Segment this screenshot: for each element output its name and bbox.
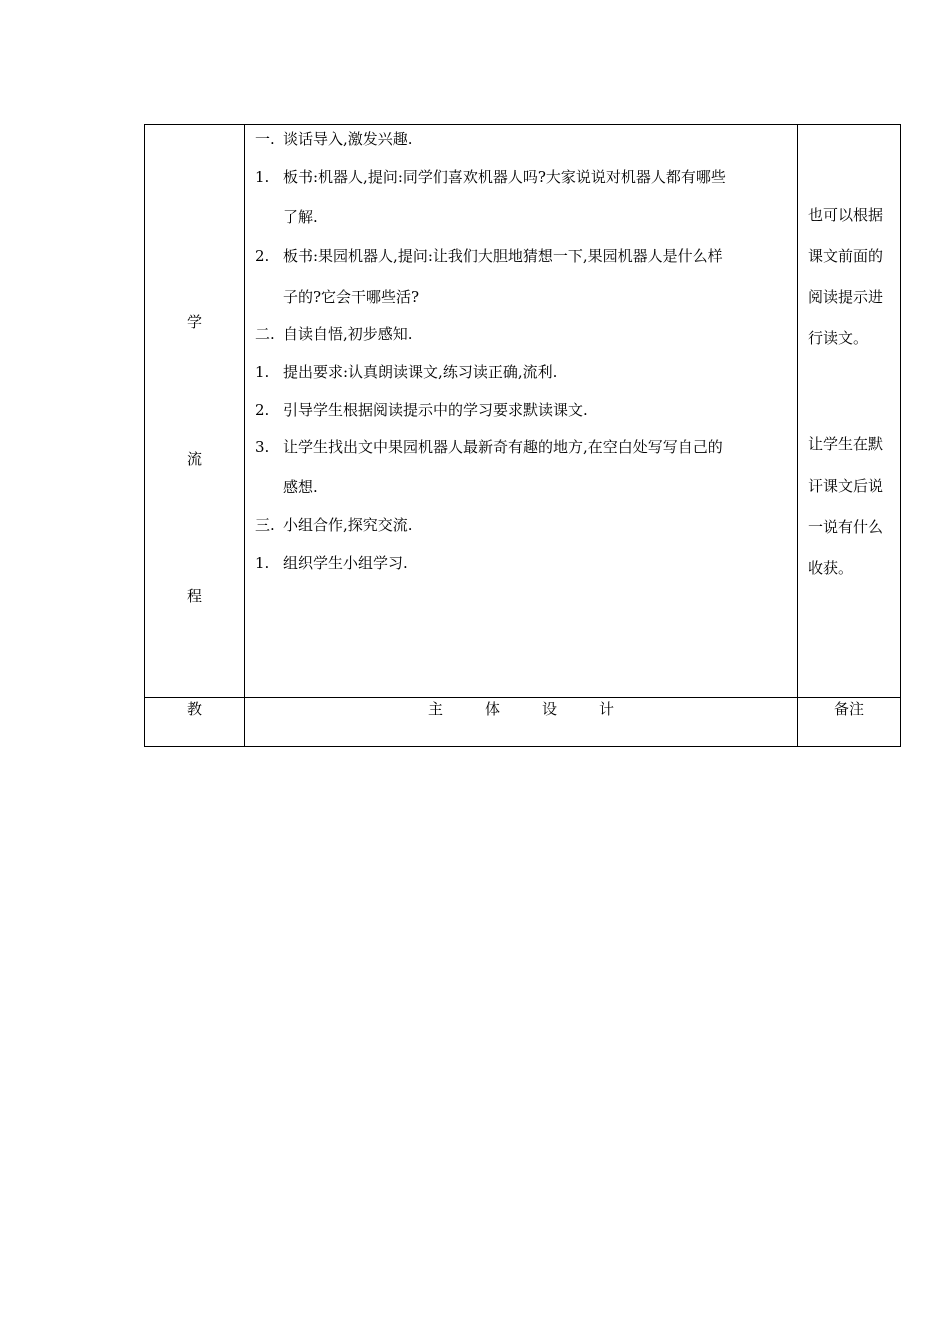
note-line: 课文前面的: [808, 247, 884, 265]
content-line: 子的?它会干哪些活?: [283, 288, 420, 306]
content-line: 1. 组织学生小组学习.: [255, 554, 408, 572]
content-line: 三. 小组合作,探究交流.: [255, 516, 413, 534]
content-line: 二. 自读自悟,初步感知.: [255, 325, 413, 343]
content-line: 2. 引导学生根据阅读提示中的学习要求默读课文.: [255, 401, 588, 419]
process-label-cell: [145, 125, 245, 698]
header-char: 设: [542, 700, 558, 718]
main-design-header-cell: [245, 698, 798, 747]
header-char: 计: [599, 700, 615, 718]
content-line: 1. 提出要求:认真朗读课文,练习读正确,流利.: [255, 363, 558, 381]
content-line: 感想.: [283, 478, 318, 496]
header-char: 主: [427, 700, 443, 718]
notes-cell: [798, 125, 901, 698]
content-line: 2. 板书:果园机器人,提问:让我们大胆地猜想一下,果园机器人是什么样: [255, 247, 723, 265]
note-line: 讦课文后说: [808, 477, 884, 495]
process-label-char: 学: [186, 313, 202, 331]
remarks-header-cell: 备注: [798, 698, 901, 747]
note-line: 一说有什么: [808, 518, 884, 536]
process-label-char: 程: [186, 587, 202, 605]
teaching-label-cell: 教: [145, 698, 245, 747]
lesson-plan-table: [144, 124, 901, 747]
content-row: [145, 125, 901, 698]
main-design-cell: [245, 125, 798, 698]
content-line: 3. 让学生找出文中果园机器人最新奇有趣的地方,在空白处写写自己的: [255, 438, 723, 456]
note-line: 行读文。: [808, 329, 869, 347]
process-label-char: 流: [186, 450, 202, 468]
content-line: 一. 谈话导入,激发兴趣.: [255, 130, 413, 148]
content-line: 了解.: [283, 208, 318, 226]
header-char: 体: [484, 700, 500, 718]
header-row: [145, 698, 901, 747]
note-line: 让学生在默: [808, 435, 884, 453]
note-line: 阅读提示进: [808, 288, 884, 306]
note-line: 也可以根据: [808, 206, 884, 224]
content-line: 1. 板书:机器人,提问:同学们喜欢机器人吗?大家说说对机器人都有哪些: [255, 168, 726, 186]
note-line: 收获。: [808, 559, 854, 577]
